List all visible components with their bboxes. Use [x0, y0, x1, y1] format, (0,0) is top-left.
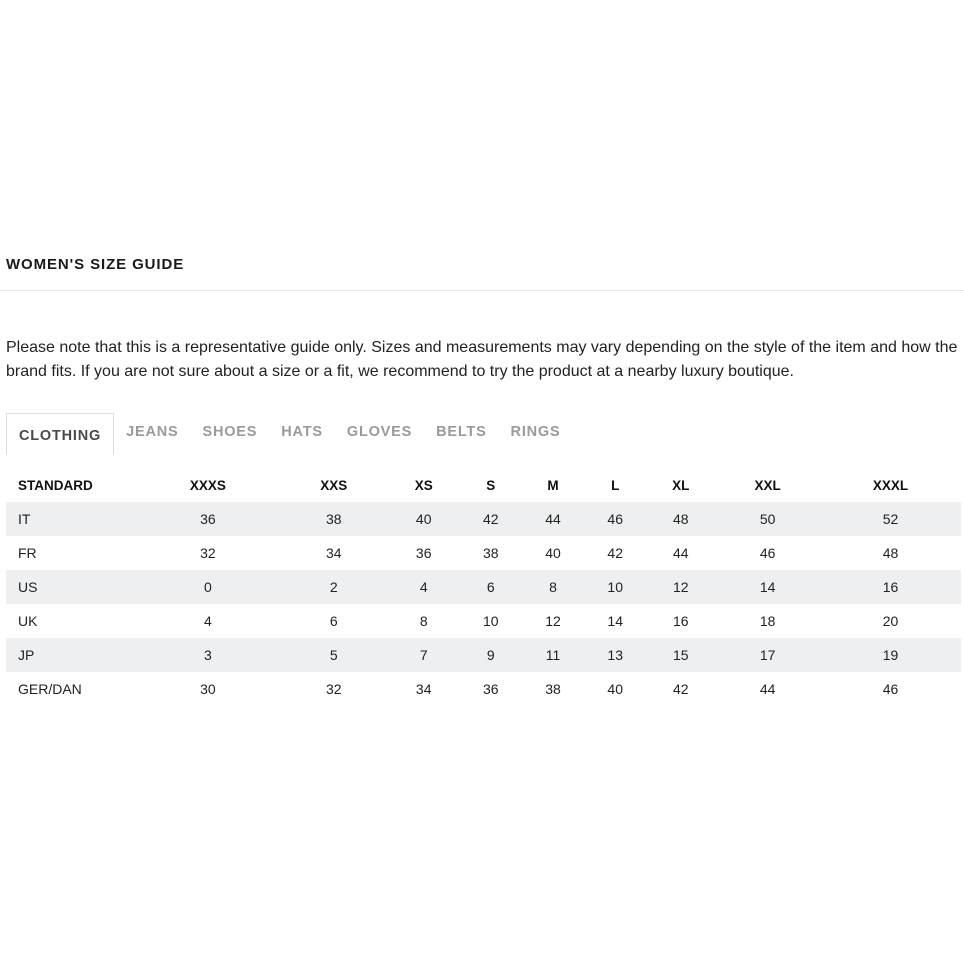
row-standard-label: GER/DAN: [18, 681, 82, 697]
header-xxs: XXS: [320, 477, 348, 493]
table-cell: 32: [200, 545, 216, 561]
table-cell: 18: [759, 613, 776, 629]
table-cell: 5: [280, 638, 388, 672]
header-xxxl: XXXL: [872, 477, 909, 493]
table-cell: 7: [388, 638, 460, 672]
tab-belts[interactable]: BELTS: [436, 424, 487, 440]
table-cell: 11: [522, 638, 584, 672]
table-cell: 10: [483, 613, 499, 629]
tab-hats[interactable]: HATS: [281, 424, 323, 440]
row-standard-label: US: [6, 570, 136, 604]
table-cell: 10: [584, 570, 646, 604]
table-cell: 17: [715, 638, 820, 672]
table-cell: 50: [715, 502, 820, 536]
table-cell: 46: [759, 545, 776, 561]
table-row: [6, 672, 961, 706]
table-cell: 30: [200, 681, 216, 697]
header-s: S: [486, 477, 496, 493]
table-cell: 46: [584, 502, 646, 536]
table-cell: 6: [329, 613, 338, 629]
table-cell: 19: [820, 638, 961, 672]
table-cell: 3: [136, 638, 280, 672]
row-standard-label: JP: [6, 638, 136, 672]
table-row: [6, 604, 961, 638]
header-l: L: [611, 477, 620, 493]
table-cell: 2: [280, 570, 388, 604]
table-cell: 34: [415, 681, 432, 697]
table-cell: 0: [136, 570, 280, 604]
table-row: [6, 502, 961, 536]
table-row: [6, 536, 961, 570]
header-standard: STANDARD: [18, 477, 93, 493]
header-xl: XL: [672, 477, 690, 493]
table-cell: 32: [326, 681, 342, 697]
tab-rings[interactable]: RINGS: [510, 424, 561, 440]
table-cell: 42: [460, 502, 522, 536]
table-cell: 36: [136, 502, 280, 536]
table-cell: 42: [672, 681, 689, 697]
table-cell: 12: [545, 613, 561, 629]
table-cell: 40: [545, 545, 561, 561]
size-table: [6, 468, 961, 706]
table-cell: 4: [204, 613, 212, 629]
table-cell: 38: [545, 681, 561, 697]
tab-jeans[interactable]: JEANS: [126, 424, 179, 440]
table-cell: 8: [522, 570, 584, 604]
table-cell: 4: [388, 570, 460, 604]
table-cell: 44: [672, 545, 689, 561]
header-xs: XS: [414, 477, 433, 493]
tab-gloves[interactable]: GLOVES: [346, 424, 413, 440]
table-cell: 16: [820, 570, 961, 604]
table-cell: 38: [280, 502, 388, 536]
row-standard-label: FR: [18, 545, 37, 561]
title-divider: [0, 290, 964, 291]
row-standard-label: UK: [18, 613, 38, 629]
table-cell: 52: [820, 502, 961, 536]
tab-clothing[interactable]: CLOTHING: [6, 413, 114, 455]
size-guide-note: Please note that this is a representative guide only. Sizes and measurements may vary depending on the style of the item and how the brand fits. If you are not sure about a size or a fit, we recommend to try the product at a nearby luxury boutique.: [6, 339, 958, 380]
table-cell: 20: [882, 613, 899, 629]
table-cell: 44: [522, 502, 584, 536]
table-cell: 40: [607, 681, 623, 697]
row-standard-label: IT: [6, 502, 136, 536]
header-xxxs: XXXS: [189, 477, 226, 493]
table-cell: 42: [607, 545, 623, 561]
table-cell: 46: [882, 681, 899, 697]
table-cell: 40: [388, 502, 460, 536]
table-cell: 13: [584, 638, 646, 672]
header-m: M: [547, 477, 559, 493]
table-header-row: [6, 468, 961, 502]
header-xxl: XXL: [754, 477, 781, 493]
table-row: [6, 638, 961, 672]
table-cell: 8: [419, 613, 428, 629]
table-cell: 6: [460, 570, 522, 604]
table-cell: 36: [483, 681, 499, 697]
category-tabs: [6, 413, 572, 455]
table-cell: 12: [646, 570, 715, 604]
page-title: WOMEN'S SIZE GUIDE: [6, 256, 185, 273]
table-cell: 9: [460, 638, 522, 672]
table-cell: 38: [483, 545, 499, 561]
table-cell: 36: [415, 545, 432, 561]
table-cell: 48: [646, 502, 715, 536]
table-cell: 16: [672, 613, 689, 629]
table-cell: 44: [759, 681, 776, 697]
tab-shoes[interactable]: SHOES: [202, 424, 258, 440]
table-cell: 14: [715, 570, 820, 604]
table-row: [6, 570, 961, 604]
table-cell: 15: [646, 638, 715, 672]
table-cell: 48: [882, 545, 899, 561]
table-cell: 14: [607, 613, 623, 629]
table-cell: 34: [326, 545, 342, 561]
